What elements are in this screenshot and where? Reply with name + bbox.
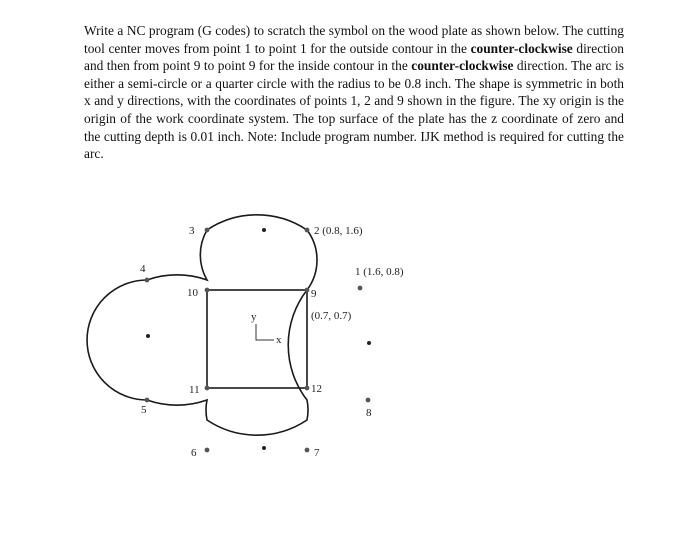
point-11	[205, 386, 210, 391]
point-5	[145, 398, 150, 403]
point-3	[205, 228, 210, 233]
point-6	[205, 448, 210, 453]
point-8	[366, 398, 371, 403]
axis-y-label: y	[251, 311, 257, 323]
point-9	[305, 288, 310, 293]
point-2	[305, 228, 310, 233]
point-4-label: 4	[140, 263, 146, 275]
arc-center-dot	[262, 446, 266, 450]
point-2-label: 2 (0.8, 1.6)	[314, 225, 363, 237]
axis-symbol	[256, 324, 274, 340]
point-1-label: 1 (1.6, 0.8)	[355, 266, 404, 278]
point-9-label: 9	[311, 288, 317, 300]
point-1	[358, 286, 363, 291]
arc-center-dot	[262, 228, 266, 232]
point-4	[145, 278, 150, 283]
point-11-label: 11	[189, 384, 200, 396]
arc-center-dot	[146, 334, 150, 338]
point-5-label: 5	[141, 404, 147, 416]
point-12-label: 12	[311, 383, 322, 395]
problem-text-segment: direction. The arc is either a semi-circle or a quarter circle with the radius to be 0.8 inch. The shape is symmetric in both x and y directions, with the coordinates of points 1, 2 and 9 shown in the figure. The xy origin is the origin of the work coordinate system. The top surface of the plate has the z coordinate of zero and the cutting depth is 0.01 inch. Note: Include program number. IJK method is required for cutting the arc.	[84, 58, 624, 162]
bold-direction-text: counter-clockwise	[411, 58, 514, 74]
point-10	[205, 288, 210, 293]
point-9-coordinate: (0.7, 0.7)	[311, 310, 352, 322]
outer-contour	[87, 215, 317, 435]
axis-x-label: x	[276, 334, 282, 346]
arc-center-dot	[367, 341, 371, 345]
point-8-label: 8	[366, 407, 372, 419]
point-7-label: 7	[314, 447, 320, 459]
point-12	[305, 386, 310, 391]
point-6-label: 6	[191, 447, 197, 459]
point-3-label: 3	[189, 225, 195, 237]
problem-text-segment: Write a NC program (G codes) to scratch the symbol on the wood plate as shown below. The cutting tool center moves from point 1 to point 1 for the outside contour in the	[84, 23, 624, 56]
point-7	[305, 448, 310, 453]
point-10-label: 10	[187, 287, 198, 299]
bold-direction-text: counter-clockwise	[470, 40, 573, 56]
problem-text-segment: direction and then from point 9 to point 9 for the inside contour in the	[84, 40, 624, 74]
